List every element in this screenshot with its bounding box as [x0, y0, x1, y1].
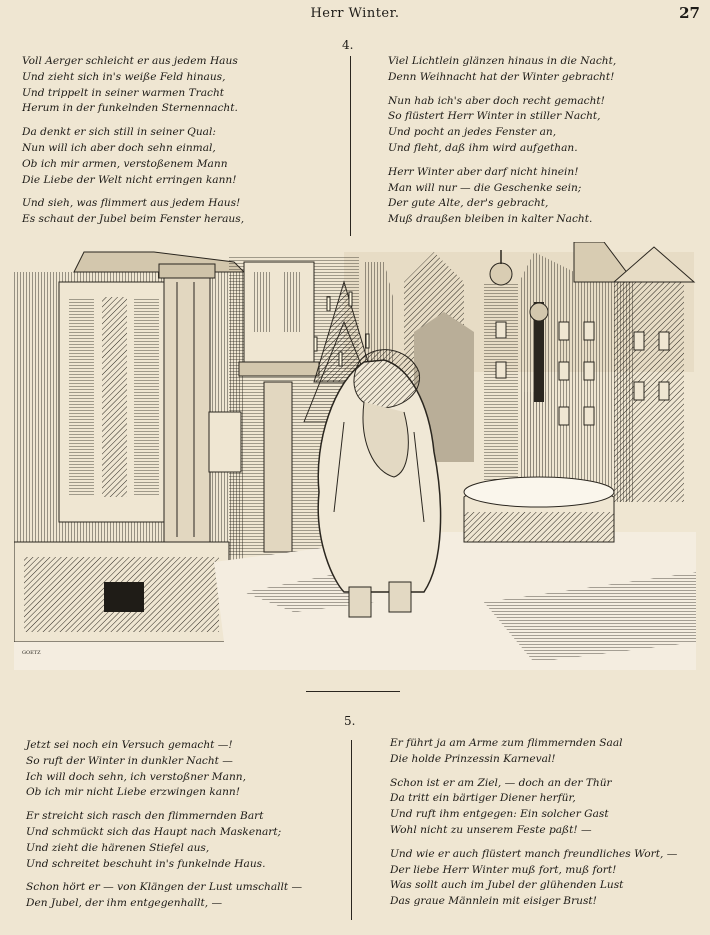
verse-line: Jetzt sei noch ein Versuch gemacht —!: [26, 739, 233, 751]
verse-line: Und sieh, was flimmert aus jedem Haus!: [22, 197, 241, 210]
artist-signature: GOETZ: [22, 650, 41, 656]
verse-line: Er streicht sich rasch den flimmernden Bart: [26, 810, 264, 823]
verse-line: Schon hört er — von Klängen der Lust umschallt —: [26, 881, 303, 894]
verse-line: Denn Weihnacht hat der Winter gebracht!: [388, 70, 615, 83]
stanza: [26, 809, 302, 872]
poem-column-5-left: [26, 738, 302, 920]
verse-line: Ob ich mir armen, verstoßenem Mann: [22, 157, 228, 170]
verse-line: Ob ich mir nicht Liebe erzwingen kann!: [26, 786, 240, 799]
verse-line: Und trippelt in seiner warmen Tracht: [22, 86, 225, 99]
stanza: [26, 738, 302, 801]
verse-line: So flüstert Herr Winter in stiller Nacht,: [388, 110, 601, 123]
verse-line: Und schmückt sich das Haupt nach Maskenart;: [26, 825, 282, 838]
verse-line: Den Jubel, der ihm entgegenhallt, —: [26, 897, 223, 910]
verse-line: Man will nur — die Geschenke sein;: [388, 181, 582, 194]
verse-line: Und wie er auch flüstert manch freundliches Wort, —: [390, 847, 678, 860]
verse-line: Wohl nicht zu unserem Feste paßt! —: [390, 823, 592, 836]
stanza: [390, 776, 677, 839]
verse-line: Muß draußen bleiben in kalter Nacht.: [388, 213, 593, 226]
verse-line: Und schreitet beschuht in's funkelnde Haus.: [26, 857, 266, 870]
verse-line: Und zieht die härenen Stiefel aus,: [26, 841, 210, 854]
stanza: [22, 196, 244, 228]
poem-column-4-left: [22, 54, 244, 236]
poem-column-4-right: [388, 54, 616, 236]
stanza: [388, 165, 616, 228]
verse-line: Und pocht an jedes Fenster an,: [388, 126, 557, 139]
verse-line: Das graue Männlein mit eisiger Brust!: [390, 895, 597, 908]
verse-line: Und zieht sich in's weiße Feld hinaus,: [22, 70, 226, 83]
illustration-herr-winter: [14, 242, 696, 670]
verse-line: Der gute Alte, der's gebracht,: [388, 197, 549, 210]
section-number-5: 5.: [344, 714, 356, 728]
verse-line: Es schaut der Jubel beim Fenster heraus,: [22, 213, 245, 226]
section-number-4: 4.: [342, 38, 354, 52]
verse-line: Der liebe Herr Winter muß fort, muß fort!: [390, 863, 617, 876]
verse-line: Da denkt er sich still in seiner Qual:: [22, 126, 216, 139]
verse-line: Da tritt ein bärtiger Diener herfür,: [390, 792, 576, 805]
verse-line: Herr Winter aber darf nicht hinein!: [388, 165, 579, 178]
verse-line: Ich will doch sehn, ich verstoßner Mann,: [26, 770, 246, 783]
verse-line: Herum in der funkelnden Sternennacht.: [22, 102, 238, 115]
verse-line: So ruft der Winter in dunkler Nacht —: [26, 754, 233, 767]
page-number: 27: [679, 4, 700, 22]
verse-line: Er führt ja am Arme zum flimmernden Saal: [390, 737, 623, 749]
stanza: [26, 880, 302, 912]
verse-line: Viel Lichtlein glänzen hinaus in die Nacht,: [388, 55, 617, 67]
verse-line: Was sollt auch im Jubel der glühenden Lust: [390, 879, 624, 892]
verse-line: Nun hab ich's aber doch recht gemacht!: [388, 94, 605, 107]
verse-line: Voll Aerger schleicht er aus jedem Haus: [22, 55, 238, 67]
column-divider: [351, 740, 352, 920]
stanza: [388, 94, 616, 157]
verse-line: Die holde Prinzessin Karneval!: [390, 752, 556, 765]
poem-column-5-right: [390, 736, 677, 918]
section-rule: [306, 691, 400, 692]
verse-line: Nun will ich aber doch sehn einmal,: [22, 141, 216, 154]
stanza: [390, 847, 677, 910]
stanza: [22, 54, 244, 117]
column-divider: [350, 56, 351, 236]
verse-line: Und fleht, daß ihm wird aufgethan.: [388, 141, 578, 154]
running-head: Herr Winter.: [310, 6, 400, 21]
stanza: [390, 736, 677, 768]
verse-line: Schon ist er am Ziel, — doch an der Thür: [390, 776, 612, 789]
stanza: [388, 54, 616, 86]
verse-line: Und ruft ihm entgegen: Ein solcher Gast: [390, 808, 609, 821]
verse-line: Die Liebe der Welt nicht erringen kann!: [22, 173, 237, 186]
stanza: [22, 125, 244, 188]
